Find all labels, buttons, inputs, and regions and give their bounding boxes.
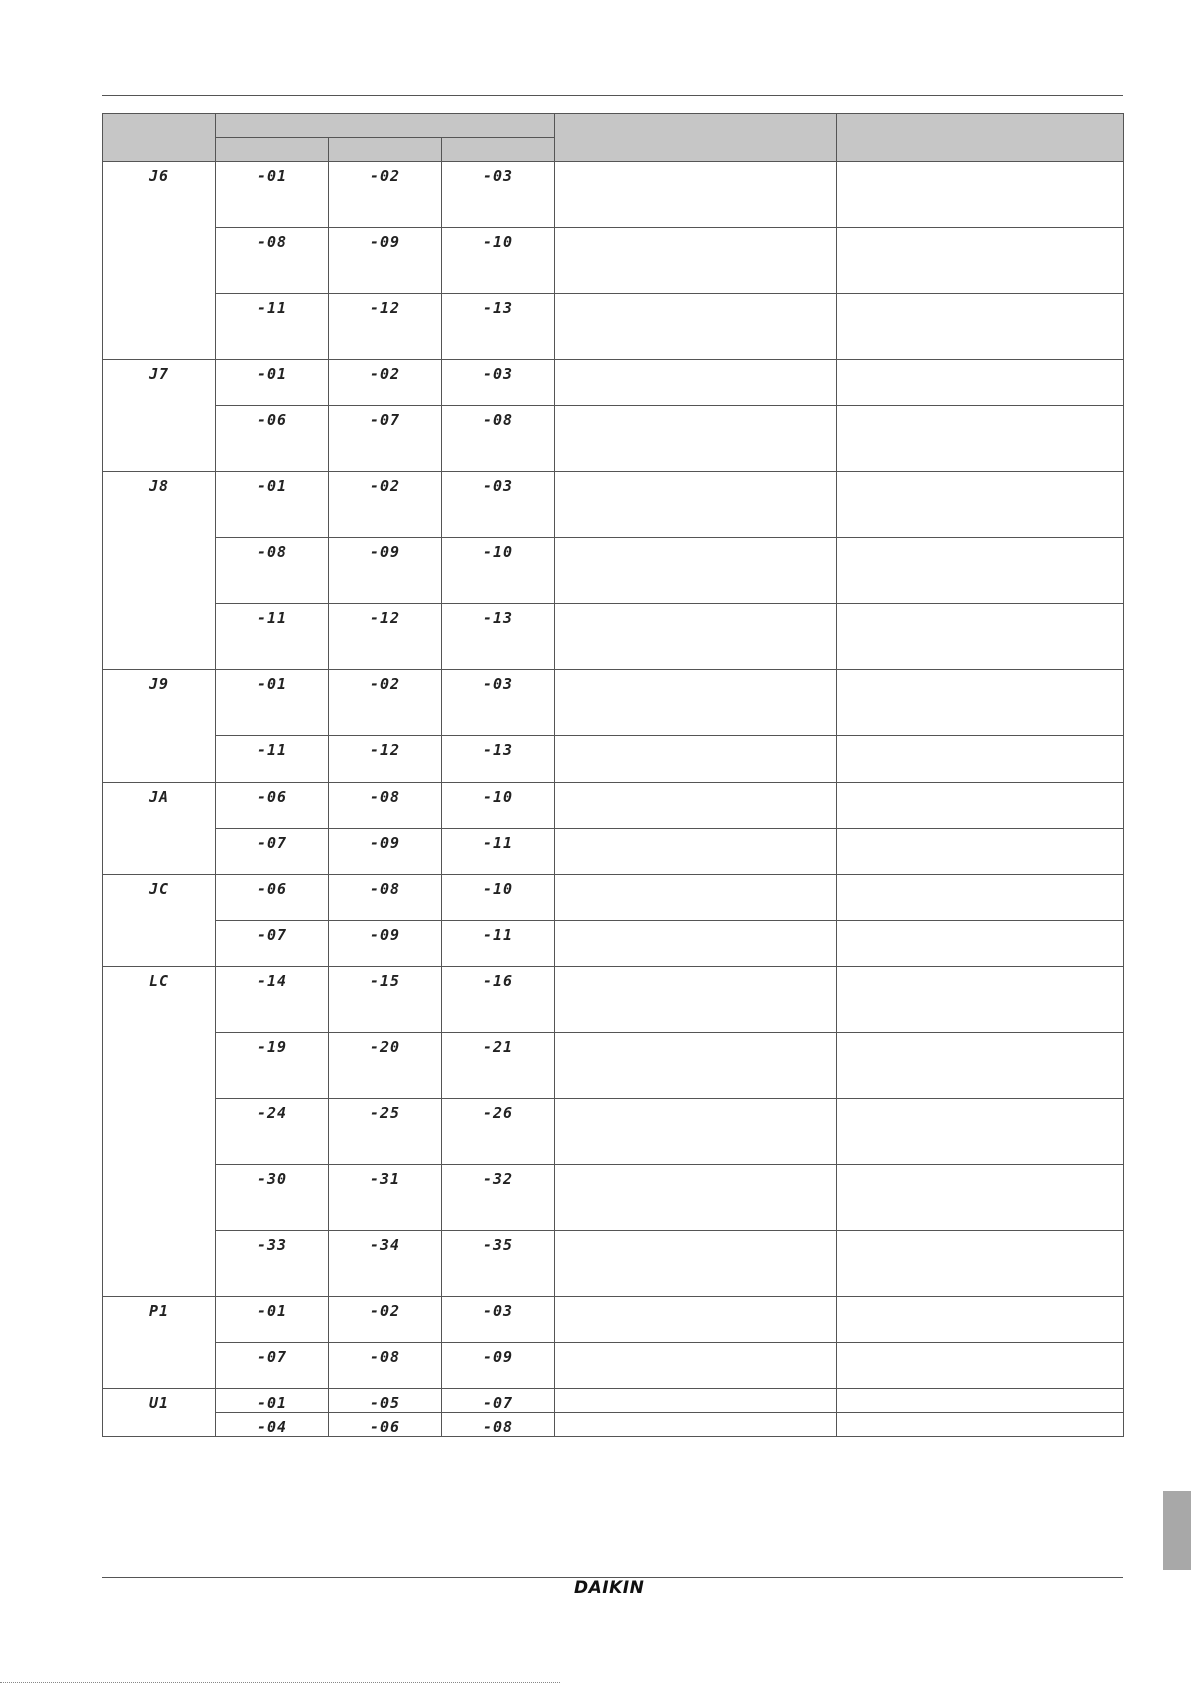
remarks-cell — [837, 1231, 1124, 1297]
description-cell — [555, 921, 837, 967]
remarks-cell — [837, 967, 1124, 1033]
table-row — [103, 1099, 1124, 1165]
sub-code-cell: -15 — [329, 967, 442, 1033]
sub-code-cell: -24 — [216, 1099, 329, 1165]
remarks-cell — [837, 1389, 1124, 1413]
header-sub-col-2 — [329, 138, 442, 162]
description-cell — [555, 1165, 837, 1231]
sub-code-cell: -12 — [329, 736, 442, 783]
remarks-cell — [837, 472, 1124, 538]
table-row — [103, 228, 1124, 294]
description-cell — [555, 472, 837, 538]
remarks-cell — [837, 1297, 1124, 1343]
remarks-cell — [837, 228, 1124, 294]
sub-code-cell: -21 — [442, 1033, 555, 1099]
sub-code-cell: -08 — [442, 1413, 555, 1437]
sub-code-cell: -20 — [329, 1033, 442, 1099]
description-cell — [555, 1297, 837, 1343]
sub-code-cell: -01 — [216, 360, 329, 406]
sub-code-cell: -11 — [442, 921, 555, 967]
sub-code-cell: -07 — [216, 921, 329, 967]
main-code-cell: LC — [103, 967, 216, 1297]
description-cell — [555, 1033, 837, 1099]
sub-code-cell: -32 — [442, 1165, 555, 1231]
description-cell — [555, 1343, 837, 1389]
main-code-cell: U1 — [103, 1389, 216, 1437]
remarks-cell — [837, 829, 1124, 875]
daikin-logo: DAIKIN — [574, 1578, 645, 1598]
sub-code-cell: -03 — [442, 472, 555, 538]
table-row — [103, 1033, 1124, 1099]
sub-code-cell: -33 — [216, 1231, 329, 1297]
sub-code-cell: -11 — [216, 736, 329, 783]
table-row — [103, 1343, 1124, 1389]
sub-code-cell: -02 — [329, 162, 442, 228]
sub-code-cell: -06 — [216, 875, 329, 921]
sub-code-cell: -26 — [442, 1099, 555, 1165]
main-code-cell: J9 — [103, 670, 216, 783]
sub-code-cell: -14 — [216, 967, 329, 1033]
sub-code-cell: -03 — [442, 162, 555, 228]
description-cell — [555, 967, 837, 1033]
sub-code-cell: -08 — [442, 406, 555, 472]
description-cell — [555, 736, 837, 783]
table-row — [103, 1165, 1124, 1231]
main-code-cell: JA — [103, 783, 216, 875]
description-cell — [555, 162, 837, 228]
sub-code-cell: -08 — [216, 228, 329, 294]
sub-code-cell: -10 — [442, 228, 555, 294]
sub-code-cell: -16 — [442, 967, 555, 1033]
main-code-cell: P1 — [103, 1297, 216, 1389]
table-row — [103, 1297, 1124, 1343]
sub-code-cell: -13 — [442, 294, 555, 360]
table-row — [103, 1231, 1124, 1297]
error-code-table — [102, 113, 1124, 1437]
remarks-cell — [837, 875, 1124, 921]
remarks-cell — [837, 921, 1124, 967]
table-row — [103, 360, 1124, 406]
sub-code-cell: -31 — [329, 1165, 442, 1231]
sub-code-cell: -07 — [442, 1389, 555, 1413]
remarks-cell — [837, 538, 1124, 604]
sub-code-cell: -08 — [216, 538, 329, 604]
table-row — [103, 538, 1124, 604]
remarks-cell — [837, 1413, 1124, 1437]
remarks-cell — [837, 294, 1124, 360]
header-description — [555, 114, 837, 162]
description-cell — [555, 1389, 837, 1413]
sub-code-cell: -09 — [329, 538, 442, 604]
sub-code-cell: -10 — [442, 783, 555, 829]
remarks-cell — [837, 736, 1124, 783]
table-row — [103, 604, 1124, 670]
sub-code-cell: -02 — [329, 472, 442, 538]
table-row — [103, 1413, 1124, 1437]
section-tab — [1163, 1491, 1191, 1570]
sub-code-cell: -13 — [442, 604, 555, 670]
sub-code-cell: -07 — [216, 1343, 329, 1389]
description-cell — [555, 1099, 837, 1165]
sub-code-cell: -01 — [216, 472, 329, 538]
sub-code-cell: -35 — [442, 1231, 555, 1297]
table-row — [103, 736, 1124, 783]
sub-code-cell: -09 — [329, 228, 442, 294]
main-code-cell: JC — [103, 875, 216, 967]
sub-code-cell: -06 — [329, 1413, 442, 1437]
remarks-cell — [837, 1343, 1124, 1389]
table-row — [103, 406, 1124, 472]
sub-code-cell: -02 — [329, 360, 442, 406]
sub-code-cell: -02 — [329, 1297, 442, 1343]
description-cell — [555, 294, 837, 360]
sub-code-cell: -10 — [442, 538, 555, 604]
description-cell — [555, 1231, 837, 1297]
description-cell — [555, 1413, 837, 1437]
header-sub-code — [216, 114, 555, 138]
description-cell — [555, 829, 837, 875]
sub-code-cell: -02 — [329, 670, 442, 736]
remarks-cell — [837, 1165, 1124, 1231]
sub-code-cell: -01 — [216, 1297, 329, 1343]
table-row — [103, 783, 1124, 829]
sub-code-cell: -06 — [216, 783, 329, 829]
header-main-code — [103, 114, 216, 162]
page-edge-dots — [0, 1682, 560, 1683]
sub-code-cell: -04 — [216, 1413, 329, 1437]
description-cell — [555, 538, 837, 604]
description-cell — [555, 228, 837, 294]
description-cell — [555, 604, 837, 670]
remarks-cell — [837, 670, 1124, 736]
sub-code-cell: -06 — [216, 406, 329, 472]
sub-code-cell: -08 — [329, 875, 442, 921]
remarks-cell — [837, 162, 1124, 228]
header-sub-col-3 — [442, 138, 555, 162]
remarks-cell — [837, 360, 1124, 406]
table-row — [103, 1389, 1124, 1413]
sub-code-cell: -12 — [329, 604, 442, 670]
remarks-cell — [837, 604, 1124, 670]
sub-code-cell: -19 — [216, 1033, 329, 1099]
sub-code-cell: -03 — [442, 1297, 555, 1343]
sub-code-cell: -30 — [216, 1165, 329, 1231]
sub-code-cell: -08 — [329, 1343, 442, 1389]
remarks-cell — [837, 1033, 1124, 1099]
table-row — [103, 670, 1124, 736]
sub-code-cell: -25 — [329, 1099, 442, 1165]
sub-code-cell: -12 — [329, 294, 442, 360]
sub-code-cell: -09 — [329, 829, 442, 875]
sub-code-cell: -05 — [329, 1389, 442, 1413]
description-cell — [555, 875, 837, 921]
sub-code-cell: -11 — [216, 604, 329, 670]
main-code-cell: J7 — [103, 360, 216, 472]
sub-code-cell: -07 — [329, 406, 442, 472]
table-row — [103, 294, 1124, 360]
description-cell — [555, 360, 837, 406]
table-row — [103, 162, 1124, 228]
table-row — [103, 921, 1124, 967]
sub-code-cell: -34 — [329, 1231, 442, 1297]
sub-code-cell: -11 — [216, 294, 329, 360]
table-row — [103, 829, 1124, 875]
table-row — [103, 967, 1124, 1033]
sub-code-cell: -01 — [216, 162, 329, 228]
description-cell — [555, 670, 837, 736]
sub-code-cell: -08 — [329, 783, 442, 829]
description-cell — [555, 783, 837, 829]
remarks-cell — [837, 783, 1124, 829]
sub-code-cell: -10 — [442, 875, 555, 921]
remarks-cell — [837, 406, 1124, 472]
sub-code-cell: -09 — [329, 921, 442, 967]
header-rule — [102, 95, 1123, 96]
header-remarks — [837, 114, 1124, 162]
sub-code-cell: -01 — [216, 1389, 329, 1413]
main-code-cell: J8 — [103, 472, 216, 670]
description-cell — [555, 406, 837, 472]
table-row — [103, 875, 1124, 921]
main-code-cell: J6 — [103, 162, 216, 360]
sub-code-cell: -09 — [442, 1343, 555, 1389]
header-sub-col-1 — [216, 138, 329, 162]
table-row — [103, 472, 1124, 538]
sub-code-cell: -03 — [442, 670, 555, 736]
sub-code-cell: -13 — [442, 736, 555, 783]
remarks-cell — [837, 1099, 1124, 1165]
sub-code-cell: -07 — [216, 829, 329, 875]
sub-code-cell: -01 — [216, 670, 329, 736]
sub-code-cell: -11 — [442, 829, 555, 875]
sub-code-cell: -03 — [442, 360, 555, 406]
